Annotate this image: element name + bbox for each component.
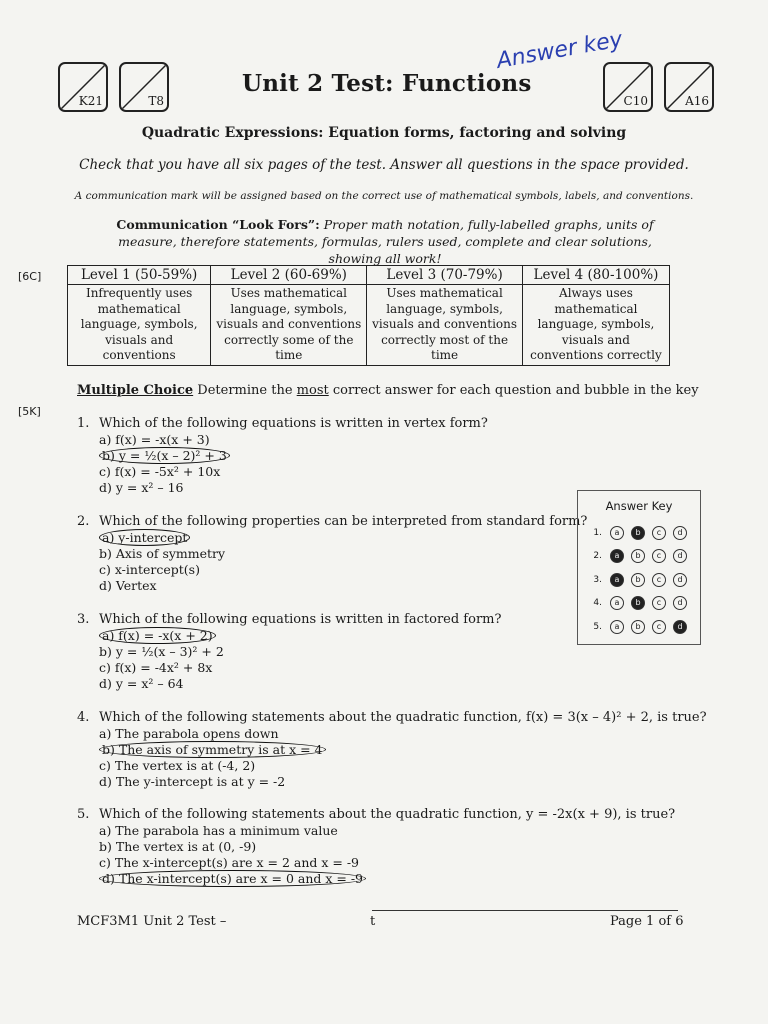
question-number: 1. bbox=[77, 416, 90, 431]
score-box-label: K21 bbox=[78, 94, 103, 108]
option-c[interactable]: c) f(x) = -5x² + 10x bbox=[99, 464, 221, 479]
answer-key-row bbox=[578, 592, 700, 616]
answer-key-row bbox=[578, 521, 700, 545]
footer-rule bbox=[372, 910, 678, 911]
question-number: 3. bbox=[77, 612, 90, 627]
answer-bubble-b[interactable]: b bbox=[631, 526, 645, 540]
selected-option: a) y-intercept bbox=[99, 529, 190, 546]
selected-option: a) f(x) = -x(x + 2) bbox=[99, 627, 216, 644]
margin-note-communication: [6C] bbox=[18, 270, 42, 283]
option-c[interactable]: c) f(x) = -4x² + 8x bbox=[99, 660, 213, 675]
subtitle: Quadratic Expressions: Equation forms, factoring and solving bbox=[141, 125, 627, 141]
question-2 bbox=[77, 514, 587, 594]
look-fors-text: Proper math notation, fully-labelled graphs, units of measure, therefore statements, formulas, rulers used, complete and clear solutions, showing all work! bbox=[118, 217, 654, 266]
question-text: Which of the following statements about the quadratic function, y = -2x(x + 9), is true? bbox=[99, 807, 676, 822]
section-instruction-pre: Determine the bbox=[197, 383, 293, 398]
option-a[interactable]: a) The parabola opens down bbox=[99, 726, 279, 741]
answer-key-number: 2. bbox=[593, 551, 602, 562]
level-header: Level 4 (80-100%) bbox=[522, 266, 669, 285]
option-b[interactable]: b) y = ½(x – 3)² + 2 bbox=[99, 644, 224, 659]
levels-table bbox=[67, 265, 670, 366]
question-1 bbox=[77, 416, 488, 496]
question-number: 5. bbox=[77, 807, 90, 822]
footer-course: MCF3M1 Unit 2 Test – bbox=[77, 914, 227, 929]
score-box-label: T8 bbox=[148, 94, 164, 108]
selected-option: b) The axis of symmetry is at x = 4 bbox=[99, 741, 326, 758]
answer-bubble-d[interactable]: d bbox=[673, 526, 687, 540]
answer-bubble-a[interactable]: a bbox=[610, 620, 624, 634]
level-header: Level 2 (60-69%) bbox=[211, 266, 367, 285]
level-header: Level 3 (70-79%) bbox=[367, 266, 523, 285]
level-header: Level 1 (50-59%) bbox=[68, 266, 211, 285]
answer-key-number: 1. bbox=[593, 527, 602, 538]
check-pages-instruction: Check that you have all six pages of the test. Answer all questions in the space provided. bbox=[79, 157, 689, 173]
score-box-t bbox=[119, 62, 169, 112]
page-title: Unit 2 Test: Functions bbox=[242, 70, 532, 97]
question-number: 4. bbox=[77, 710, 90, 725]
question-text: Which of the following properties can be interpreted from standard form? bbox=[99, 514, 588, 529]
option-c[interactable]: c) The vertex is at (-4, 2) bbox=[99, 758, 256, 773]
option-a[interactable] bbox=[99, 530, 587, 546]
score-box-label: A16 bbox=[685, 94, 709, 108]
look-fors bbox=[90, 216, 680, 267]
score-box-k bbox=[58, 62, 108, 112]
answer-bubble-b[interactable]: b bbox=[631, 596, 645, 610]
score-box-a bbox=[664, 62, 714, 112]
option-a[interactable]: a) f(x) = -x(x + 3) bbox=[99, 432, 210, 447]
answer-bubble-c[interactable]: c bbox=[652, 526, 666, 540]
selected-option: b) y = ½(x – 2)² + 3 bbox=[99, 447, 230, 464]
option-a[interactable] bbox=[99, 628, 501, 644]
answer-key-number: 5. bbox=[593, 621, 602, 632]
margin-note-multiple-choice: [5K] bbox=[18, 405, 41, 418]
section-instruction-post: correct answer for each question and bubble in the key bbox=[332, 383, 699, 398]
selected-option: d) The x-intercept(s) are x = 0 and x = -9 bbox=[99, 870, 366, 887]
option-b[interactable] bbox=[99, 742, 707, 758]
answer-key bbox=[577, 490, 701, 645]
option-b[interactable] bbox=[99, 448, 488, 464]
score-box-label: C10 bbox=[623, 94, 648, 108]
level-cell: Uses mathematical language, symbols, visuals and conventions correctly some of the time bbox=[211, 285, 367, 366]
answer-bubble-d[interactable]: d bbox=[673, 549, 687, 563]
option-d[interactable]: d) Vertex bbox=[99, 578, 157, 593]
section-instruction-emph: most bbox=[296, 383, 329, 398]
answer-key-row bbox=[578, 545, 700, 569]
option-d[interactable]: d) The y-intercept is at y = -2 bbox=[99, 774, 286, 789]
option-b[interactable]: b) Axis of symmetry bbox=[99, 546, 226, 561]
level-cell: Uses mathematical language, symbols, visuals and conventions correctly most of the time bbox=[367, 285, 523, 366]
section-title: Multiple Choice bbox=[77, 383, 194, 398]
question-number: 2. bbox=[77, 514, 90, 529]
answer-bubble-c[interactable]: c bbox=[652, 596, 666, 610]
question-text: Which of the following statements about the quadratic function, f(x) = 3(x – 4)² + 2, is true? bbox=[99, 710, 707, 725]
option-c[interactable]: c) The x-intercept(s) are x = 2 and x = -9 bbox=[99, 855, 359, 870]
question-5 bbox=[77, 807, 675, 887]
answer-key-title: Answer Key bbox=[605, 499, 673, 513]
answer-key-row bbox=[578, 568, 700, 592]
question-4 bbox=[77, 710, 707, 790]
answer-bubble-a[interactable]: a bbox=[610, 549, 624, 563]
option-d[interactable]: d) y = x² – 16 bbox=[99, 480, 184, 495]
footer-mark: t bbox=[370, 914, 376, 929]
answer-bubble-b[interactable]: b bbox=[631, 549, 645, 563]
answer-bubble-d[interactable]: d bbox=[673, 596, 687, 610]
option-b[interactable]: b) The vertex is at (0, -9) bbox=[99, 839, 257, 854]
option-d[interactable] bbox=[99, 871, 675, 887]
answer-bubble-b[interactable]: b bbox=[631, 620, 645, 634]
answer-bubble-c[interactable]: c bbox=[652, 573, 666, 587]
multiple-choice-heading bbox=[77, 383, 699, 398]
answer-bubble-a[interactable]: a bbox=[610, 573, 624, 587]
answer-key-number: 4. bbox=[593, 598, 602, 609]
communication-mark-note: A communication mark will be assigned based on the correct use of mathematical symbols, labels, and conventions. bbox=[74, 190, 694, 202]
answer-key-number: 3. bbox=[593, 574, 602, 585]
look-fors-label: Communication “Look Fors”: bbox=[116, 217, 320, 232]
question-text: Which of the following equations is written in factored form? bbox=[99, 612, 502, 627]
level-cell: Infrequently uses mathematical language, symbols, visuals and conventions bbox=[68, 285, 211, 366]
answer-key-row bbox=[578, 615, 700, 639]
question-text: Which of the following equations is written in vertex form? bbox=[99, 416, 488, 431]
level-cell: Always uses mathematical language, symbols, visuals and conventions correctly bbox=[522, 285, 669, 366]
score-box-c bbox=[603, 62, 653, 112]
handwritten-note: Answer key bbox=[494, 27, 625, 74]
option-d[interactable]: d) y = x² – 64 bbox=[99, 676, 184, 691]
answer-bubble-c[interactable]: c bbox=[652, 549, 666, 563]
option-c[interactable]: c) x-intercept(s) bbox=[99, 562, 200, 577]
answer-bubble-a[interactable]: a bbox=[610, 526, 624, 540]
answer-bubble-a[interactable]: a bbox=[610, 596, 624, 610]
page-number: Page 1 of 6 bbox=[610, 914, 684, 929]
answer-bubble-d[interactable]: d bbox=[673, 620, 687, 634]
answer-bubble-c[interactable]: c bbox=[652, 620, 666, 634]
question-3 bbox=[77, 612, 501, 692]
option-a[interactable]: a) The parabola has a minimum value bbox=[99, 823, 338, 838]
answer-bubble-d[interactable]: d bbox=[673, 573, 687, 587]
answer-bubble-b[interactable]: b bbox=[631, 573, 645, 587]
